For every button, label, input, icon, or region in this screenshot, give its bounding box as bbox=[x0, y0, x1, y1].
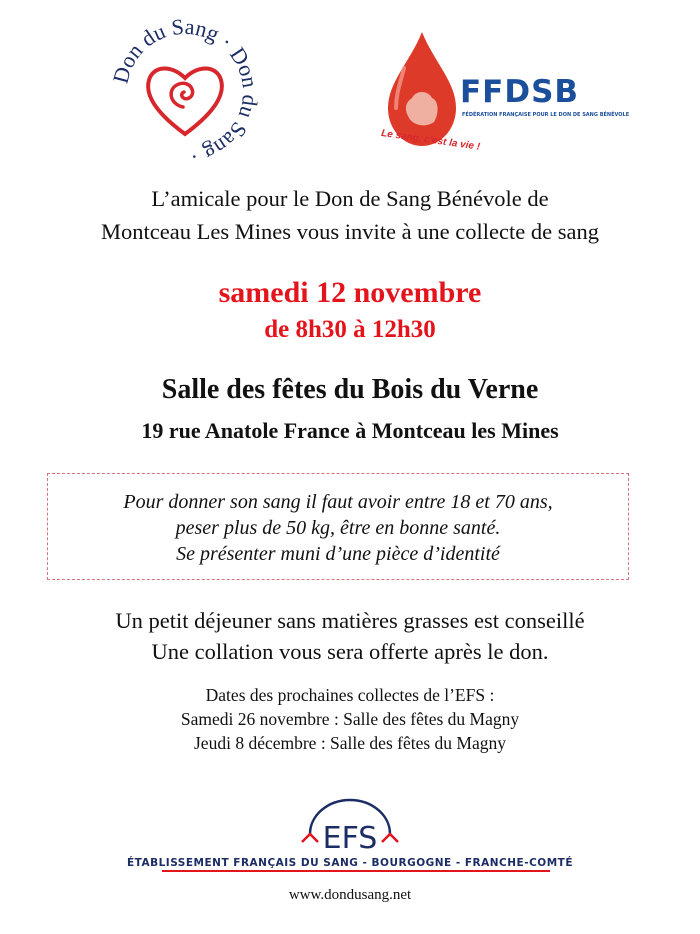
efs-acronym: EFS bbox=[322, 821, 378, 856]
condition-line-1: Pour donner son sang il faut avoir entre 18 et 70 ans, bbox=[123, 491, 553, 513]
event-address: 19 rue Anatole France à Montceau les Mines bbox=[141, 418, 559, 443]
event-hours: de 8h30 à 12h30 bbox=[264, 316, 436, 343]
ffdsb-acronym: FFDSB bbox=[460, 74, 580, 110]
event-date: samedi 12 novembre bbox=[218, 276, 482, 309]
efs-full-name: ÉTABLISSEMENT FRANÇAIS DU SANG - BOURGOGNE - FRANCHE-COMTÉ bbox=[126, 857, 574, 869]
efs-right-chevron-icon bbox=[382, 834, 398, 842]
ffdsb-logo bbox=[380, 28, 630, 163]
efs-logo bbox=[240, 792, 460, 862]
next-collections-heading: Dates des prochaines collectes de l’EFS : bbox=[205, 685, 495, 705]
condition-line-3: Se présenter muni d’une pièce d’identité bbox=[176, 543, 500, 565]
next-collection-item: Samedi 26 novembre : Salle des fêtes du Magny bbox=[180, 709, 520, 729]
efs-divider bbox=[162, 870, 550, 872]
intro-line-1: L’amicale pour le Don de Sang Bénévole de bbox=[151, 186, 549, 211]
ffdsb-slogan: Le sang, c'est la vie ! bbox=[380, 128, 481, 153]
heart-icon bbox=[148, 68, 222, 134]
don-du-sang-logo bbox=[105, 12, 265, 172]
swirl-icon bbox=[171, 83, 193, 107]
condition-line-2: peser plus de 50 kg, être en bonne santé. bbox=[175, 517, 501, 539]
website-link[interactable]: www.dondusang.net bbox=[288, 887, 412, 903]
next-collection-item: Jeudi 8 décembre : Salle des fêtes du Magny bbox=[194, 733, 506, 753]
event-venue: Salle des fêtes du Bois du Verne bbox=[161, 374, 539, 405]
intro-line-2: Montceau Les Mines vous invite à une collecte de sang bbox=[101, 219, 599, 244]
don-du-sang-circle-text: Don du Sang · Don du Sang · bbox=[107, 13, 264, 170]
conditions-box bbox=[47, 473, 629, 580]
advice-line-1: Un petit déjeuner sans matières grasses est conseillé bbox=[115, 608, 585, 633]
advice-line-2: Une collation vous sera offerte après le don. bbox=[151, 639, 549, 664]
efs-left-chevron-icon bbox=[302, 834, 318, 842]
ffdsb-full-name: FÉDÉRATION FRANÇAISE POUR LE DON DE SANG BÉNÉVOLE bbox=[462, 112, 630, 118]
